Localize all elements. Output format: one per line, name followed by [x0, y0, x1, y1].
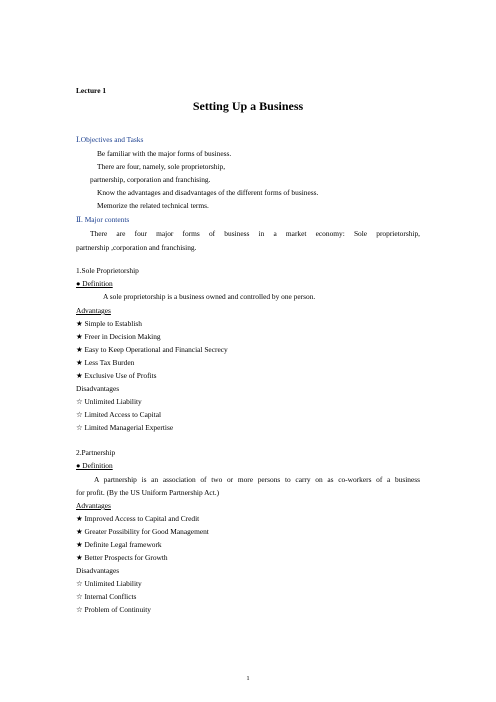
sole-advantage-item: ★ Easy to Keep Operational and Financial Secrecy [76, 345, 228, 354]
sole-advantages-label: Advantages [76, 306, 111, 315]
sole-heading: 1.Sole Proprietorship [76, 266, 139, 275]
partnership-advantage-item: ★ Definite Legal framework [76, 540, 162, 549]
objectives-heading: Ⅰ.Objectives and Tasks [76, 135, 144, 144]
partnership-advantages-label: Advantages [76, 501, 111, 510]
partnership-disadvantage-item: ☆ Problem of Continuity [76, 605, 151, 614]
partnership-advantage-item: ★ Better Prospects for Growth [76, 553, 168, 562]
partnership-definition-label: ● Definition [76, 461, 113, 470]
partnership-disadvantage-item: ☆ Internal Conflicts [76, 592, 137, 601]
contents-paragraph-line-2: partnership ,corporation and franchising. [76, 243, 197, 252]
contents-heading: Ⅱ. Major contents [76, 215, 130, 224]
lecture-label: Lecture 1 [76, 86, 107, 95]
partnership-advantage-item: ★ Improved Access to Capital and Credit [76, 514, 200, 523]
page-number: 1 [246, 675, 250, 682]
objective-line-5: Memorize the related technical terms. [97, 201, 209, 210]
partnership-disadvantage-item: ☆ Unlimited Liability [76, 579, 142, 588]
partnership-definition-line-2: for profit. (By the US Uniform Partnership Act.) [76, 488, 220, 497]
sole-disadvantages-label: Disadvantages [76, 384, 120, 393]
objective-line-3: partnership, corporation and franchising. [90, 175, 211, 184]
sole-disadvantage-item: ☆ Unlimited Liability [76, 397, 142, 406]
partnership-definition-line-1: A partnership is an association of two or more persons to carry on as co-workers of a business [94, 475, 420, 484]
partnership-advantage-item: ★ Greater Possibility for Good Management [76, 527, 209, 536]
partnership-heading: 2.Partnership [76, 448, 116, 457]
sole-definition-label: ● Definition [76, 279, 113, 288]
contents-paragraph-line-1: There are four major forms of business in a market economy: Sole proprietorship, [90, 229, 420, 238]
sole-advantage-item: ★ Simple to Establish [76, 319, 142, 328]
document-title: Setting Up a Business [192, 99, 304, 113]
sole-advantage-item: ★ Less Tax Burden [76, 358, 135, 367]
sole-advantage-item: ★ Exclusive Use of Profits [76, 371, 157, 380]
objective-line-1: Be familiar with the major forms of business. [97, 149, 232, 158]
sole-disadvantage-item: ☆ Limited Managerial Expertise [76, 423, 174, 432]
sole-advantage-item: ★ Freer in Decision Making [76, 332, 161, 341]
objective-line-2: There are four, namely, sole proprietorship, [97, 162, 226, 171]
objective-line-4: Know the advantages and disadvantages of the different forms of business. [97, 188, 319, 197]
sole-definition-text: A sole proprietorship is a business owned and controlled by one person. [103, 292, 316, 301]
sole-disadvantage-item: ☆ Limited Access to Capital [76, 410, 162, 419]
partnership-disadvantages-label: Disadvantages [76, 566, 120, 575]
